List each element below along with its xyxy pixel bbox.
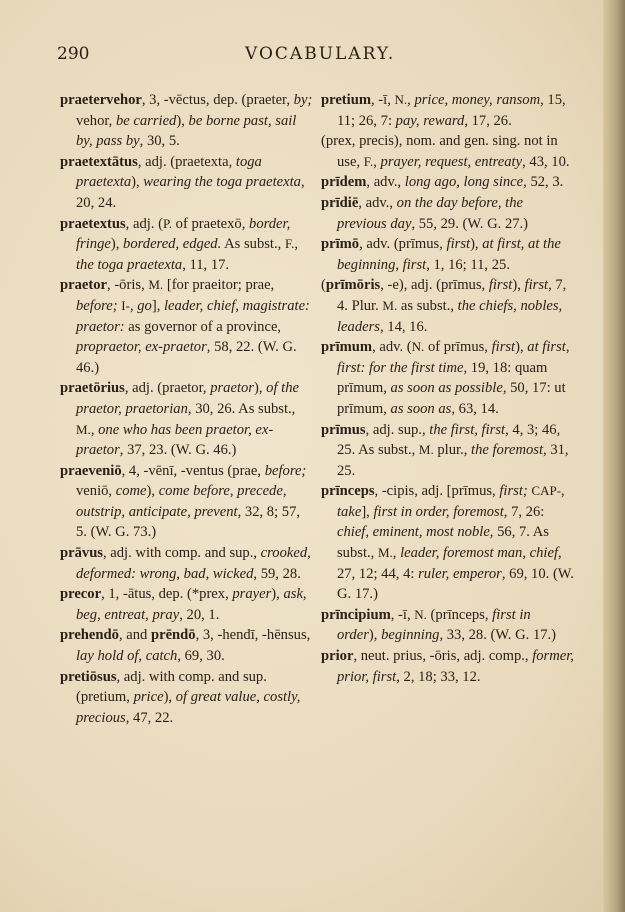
entry-text: , (392, 545, 401, 562)
headword: praeveniō (60, 462, 122, 479)
entry-text: , 14, 16. (379, 318, 428, 335)
definition-text: one who has been praetor, ex-praetor (76, 421, 274, 459)
vocab-entry (321, 90, 574, 131)
entry-text: ), (470, 236, 483, 253)
entry-text: , 43, 10. (522, 153, 570, 170)
headword: prīnceps (321, 483, 375, 500)
entry-text: , (373, 153, 381, 170)
entry-text: , 17, 26. (464, 112, 512, 129)
entry-text: , 2, 18; 33, 12. (396, 668, 481, 685)
definition-text: first (446, 236, 471, 253)
definition-text: come (115, 483, 147, 500)
entry-text: ), (163, 689, 176, 706)
entry-text: , -cipis, adj. [prīmus, (374, 483, 500, 500)
entry-text: , 58, 22. (W. G. 46.) (76, 339, 297, 376)
entry-text: , adj. with comp. and sup. (pretium, (76, 668, 267, 706)
abbreviation: F. (284, 236, 295, 252)
headword: pretiōsus (60, 668, 117, 685)
definition-text: pay, reward (395, 112, 465, 129)
abbreviation: CAP- (531, 483, 562, 499)
headword: prīncipium (321, 606, 391, 623)
headword: pretium (321, 92, 371, 108)
entry-text: ], (151, 297, 164, 314)
vocab-entry (60, 667, 314, 729)
entry-text: as subst., (397, 297, 458, 314)
entry-text: , -ī, (390, 606, 415, 623)
abbreviation: M. (382, 297, 398, 313)
vocab-entry (60, 584, 314, 625)
vocab-entry (321, 193, 574, 234)
entry-text: , and (118, 627, 151, 644)
definition-text: leader, foremost man, chief (400, 545, 558, 562)
entry-text: , adj. (praetexta, (137, 153, 236, 170)
definition-text: take (337, 503, 362, 520)
abbreviation: N. (414, 606, 427, 622)
entry-text: , adj. (praetor, (124, 380, 211, 397)
entry-text: , adv., (358, 194, 397, 211)
definition-text: of great value, costly, precious (76, 689, 301, 726)
entry-text: , 20, 1. (179, 606, 220, 623)
vocab-entry (321, 605, 574, 646)
entry-text: , 47, 22. (125, 709, 174, 726)
vocab-entry (321, 337, 574, 419)
definition-text: praetor (210, 380, 254, 397)
definition-text: go (137, 297, 152, 314)
page-header (57, 44, 597, 68)
entry-text: , 33, 28. (W. G. 17.) (439, 627, 557, 644)
entry-text: vehor, (76, 112, 116, 129)
definition-text: as soon as possible (390, 380, 503, 397)
definition-text: leader, chief, magistrate: praetor: (76, 297, 310, 335)
definition-text: the first, first (429, 421, 506, 438)
vocab-entry (60, 543, 314, 584)
entry-text: , 3, -vēctus, dep. (praeter, (141, 92, 294, 108)
entry-text: ), (271, 586, 284, 603)
entry-text: (prex, precis), nom. and gen. sing. not in use, (321, 133, 558, 170)
entry-text: , -ōris, (107, 277, 149, 294)
definition-text: prayer, request, entreaty (380, 153, 523, 170)
definition-text: ruler, emperor (418, 565, 502, 582)
entry-text: , adv. ( (372, 339, 412, 356)
entry-text: , 30, 5. (139, 133, 180, 150)
entry-text: , 27, 12; 44, 4: (337, 545, 562, 582)
definition-text: as soon as (390, 400, 452, 417)
definition-text: the toga praetexta (76, 256, 183, 273)
vocab-entry (321, 420, 574, 482)
definition-text: the foremost (471, 442, 544, 459)
definition-text: crooked, deformed: wrong, bad, wicked (76, 545, 311, 582)
headword: prīmōris (325, 277, 381, 294)
definition-text: border, fringe (76, 215, 291, 253)
definition-text: come before, precede, outstrip, anticipate, prevent (76, 483, 287, 520)
abbreviation: M. (76, 421, 91, 437)
definition-text: first in order (337, 606, 531, 644)
entry-text: , (294, 236, 299, 253)
definition-text: at first, at the beginning, first (337, 236, 561, 273)
vocab-entry (321, 275, 574, 337)
definition-text: first in order, foremost (373, 503, 504, 520)
headword: prīdiē (321, 194, 359, 211)
entry-text: , 52, 3. (523, 174, 564, 191)
entry-text: , 1, 16; 11, 25. (426, 256, 510, 273)
entry-text: , (407, 92, 415, 108)
definition-text: chief, eminent, most noble (337, 524, 490, 541)
entry-text: ), (146, 483, 159, 500)
abbreviation: P. (162, 215, 173, 231)
definition-text: first (491, 339, 516, 356)
entry-text: As subst., (221, 236, 285, 253)
entry-text: , 19, 18: quam prīmum, (337, 359, 548, 397)
headword: prior (321, 648, 354, 665)
page-gutter-shadow (603, 0, 625, 912)
definition-text: of the praetor, praetorian (76, 380, 299, 417)
headword: prehendō (60, 627, 119, 644)
entry-text: , neut. prius, -ōris, adj. comp., (353, 648, 533, 665)
entry-text: , -e), adj. (prīmus, (380, 277, 489, 294)
vocab-entry (321, 646, 574, 687)
entry-text: , 11, 17. (182, 256, 230, 273)
entry-text: , 37, 23. (W. G. 46.) (119, 442, 237, 459)
vocab-entry (60, 378, 314, 460)
vocab-entry (321, 481, 574, 605)
definition-text: first (488, 277, 513, 294)
entry-text: (prīnceps, (426, 606, 493, 623)
definition-text: long ago, long since (404, 174, 524, 191)
vocab-entry (60, 461, 314, 543)
entry-text: , 50, 17: ut prīmum, (337, 380, 566, 417)
definition-text: beginning (381, 627, 440, 644)
entry-text: , 55, 29. (W. G. 27.) (411, 215, 529, 232)
headword: prīmō (321, 236, 360, 253)
entry-text: ), (131, 174, 144, 191)
definition-text: before; (264, 462, 307, 479)
definition-text: on the day before, the previous day (337, 194, 523, 232)
entry-text: , 20, 24. (76, 174, 305, 211)
vocab-entry (60, 275, 314, 378)
entry-text: , adv., (366, 174, 405, 191)
entry-text: , adv. (prīmus, (359, 236, 447, 253)
headword: prīmus (321, 421, 366, 438)
headword: praetor (60, 277, 108, 294)
entry-text: , 69, 30. (177, 648, 225, 665)
entry-text: [for praeitor; prae, (163, 277, 275, 294)
headword: praetextus (60, 215, 126, 232)
entry-text: , 1, -ātus, dep. (*prex, (101, 586, 233, 603)
left-column (60, 90, 314, 728)
headword: praetextātus (60, 153, 138, 170)
entry-text: , 32, 8; 57, 5. (W. G. 73.) (76, 503, 301, 541)
abbreviation: M. (377, 545, 393, 561)
entry-text: , 63, 14. (451, 400, 499, 417)
entry-text: , (90, 421, 99, 438)
definition-text: the chiefs, nobles, leaders (337, 297, 563, 335)
definition-text: bordered, edged. (123, 236, 222, 253)
entry-text: , 15, 11; 26, 7: (337, 92, 566, 129)
entry-text: , (561, 483, 565, 500)
entry-text: , 30, 26. As subst., (187, 400, 296, 417)
definition-text: prayer (232, 586, 272, 603)
entry-text: , adj. with comp. and sup., (102, 545, 261, 562)
definition-text: propraetor, ex-praetor (76, 339, 207, 356)
entry-text: as governor of a province, (124, 318, 282, 335)
entry-text: plur., (433, 442, 472, 459)
entry-text: , 56, 7. As subst., (337, 524, 549, 562)
right-column (321, 90, 574, 687)
vocab-entry (60, 152, 314, 214)
entry-text: ), (110, 236, 124, 253)
entry-text: , 59, 28. (253, 565, 301, 582)
headword: praetōrius (60, 380, 125, 397)
entry-text: ), (515, 339, 528, 356)
definition-text: wearing the toga praetexta (143, 174, 301, 191)
headword: prīdem (321, 174, 367, 191)
entry-text: ), (176, 112, 189, 129)
definition-text: toga praetexta (76, 153, 262, 191)
headword: praetervehor (60, 92, 142, 108)
definition-text: be borne past, sail by, pass by (76, 112, 297, 150)
definition-text: at first, first: for the first time (337, 339, 570, 376)
entry-text: , adj. ( (125, 215, 163, 232)
abbreviation: N. (411, 339, 425, 355)
entry-text: , -ī, (371, 92, 395, 108)
entry-text: ], (361, 503, 374, 520)
entry-text: , 31, 25. (337, 442, 569, 479)
vocab-entry (60, 90, 314, 152)
definition-text: first; (499, 483, 528, 500)
abbreviation: N. (394, 92, 408, 107)
entry-text: veniō, (76, 483, 116, 500)
definition-text: price (133, 689, 164, 706)
definition-text: former, prior, first (337, 648, 574, 685)
entry-text: ( (321, 277, 326, 294)
definition-text: first (524, 277, 549, 294)
headword: prāvus (60, 545, 103, 562)
headword: precor (60, 586, 102, 603)
abbreviation: F. (363, 153, 374, 169)
entry-text: , (129, 297, 138, 314)
entry-text: , 3, -hendī, -hēnsus, (195, 627, 311, 644)
running-head: VOCABULARY. (245, 44, 396, 64)
headword: prēndō (150, 627, 196, 644)
entry-text: , 7, 26: (503, 503, 545, 520)
vocab-entry (60, 214, 314, 276)
headword: prīmum (321, 339, 373, 356)
entry-text: of prīmus, (424, 339, 492, 356)
definition-text: price, money, ransom (414, 92, 541, 108)
abbreviation: M. (148, 277, 164, 293)
definition-text: ask, beg, entreat, pray (76, 586, 307, 623)
entry-text: ), (512, 277, 525, 294)
definition-text: lay hold of, catch (76, 648, 178, 665)
abbreviation: M. (418, 442, 434, 458)
vocab-entry (321, 131, 574, 172)
entry-text: , adj. sup., (365, 421, 430, 438)
vocab-entry (60, 625, 314, 666)
vocab-entry (321, 172, 574, 193)
entry-text: , 69, 10. (W. G. 17.) (337, 565, 574, 603)
definition-text: before; (76, 297, 118, 314)
entry-text: ), (253, 380, 267, 397)
entry-text: ), (368, 627, 382, 644)
definition-text: be carried (115, 112, 177, 129)
abbreviation: I- (121, 297, 130, 313)
page-number: 290 (57, 44, 90, 64)
entry-text: of praetexō, (172, 215, 250, 232)
entry-text: , 4, 3; 46, 25. As subst., (337, 421, 561, 459)
entry-text: , 7, 4. Plur. (337, 277, 567, 314)
vocab-entry (321, 234, 574, 275)
definition-text: by; (293, 92, 313, 108)
entry-text: , 4, -vēnī, -ventus (prae, (121, 462, 265, 479)
